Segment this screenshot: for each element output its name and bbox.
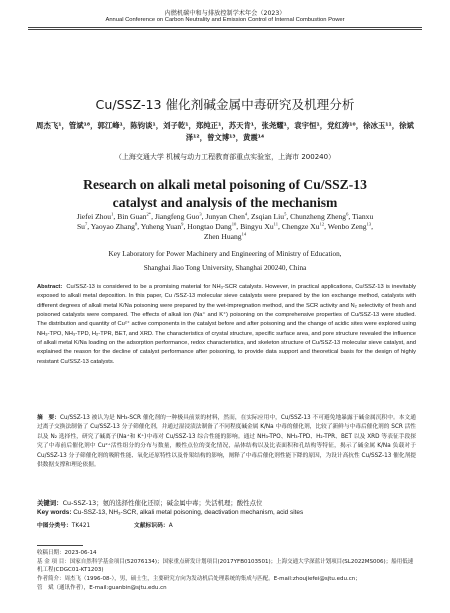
title-english-line2: catalyst and analysis of the mechanism [112, 194, 338, 210]
authors-english [40, 212, 410, 243]
running-header-en: Annual Conference on Carbon Neutrality and Emission Control of Internal Combustion Power [105, 17, 345, 23]
keywords-chinese [37, 498, 416, 507]
authors-chinese: 周杰飞¹，管斌¹⁸，郭江峰¹，陈钧谈¹，刘子乾¹，郑纯正¹，苏天肯¹，张尧耀¹，袁宇恒¹，党红涛¹⁰，徐冰玉¹¹，徐斌泽¹²，曾文博¹³，黄震¹⁴ [36, 121, 414, 142]
classification-line [37, 520, 416, 529]
running-header-cn: 内燃机碳中和与排放控制学术年会（2023） [164, 10, 286, 17]
title-chinese: Cu/SSZ-13 催化剂碱金属中毒研究及机理分析 [95, 97, 355, 112]
abstract-chinese [37, 414, 416, 470]
affiliation-english-line1: Key Laboratory for Power Machinery and Engineering of Ministry of Education, [108, 250, 342, 258]
footnote-rule [37, 545, 83, 546]
footnote-author-bio: 作者简介：周杰飞（1996-08-），男，硕士生，主要研究方向为发动机后处理系统的集成与匹配。E-mail:zhoujiefei@sjtu.edu.cn； [37, 576, 361, 582]
keywords-english-label: Key words: [37, 509, 72, 516]
abstract-english-label: Abstract: [37, 284, 63, 290]
footnote-funding: 基 金 项 目：国家自然科学基金项目(52076134)；国家重点研发计划项目(2017YFB0103501)；上海交通大学深蓝计划项目(SL2022MS006)；船用低速机工程(CDGC01-KT1203) [37, 559, 414, 574]
clc-label: 中图分类号： [37, 523, 72, 529]
authors-english-line1: Jiefei Zhou$^1$, Bin Guan$^{2*}$, Jiangfeng Guo$^3$, Junyan Chen$^4$, Zsqian Liu$^5$, Chunzheng Zheng$^6$, Tianxu [76, 211, 374, 221]
abstract-chinese-text: Cu/SSZ-13 被认为是 NH₃-SCR 催化剂的一种极具前景的材料，然而，在实际应用中，Cu/SSZ-13 不可避免地暴露于碱金属沉积中。本文通过离子交换法制备了 Cu/SSZ-13 分子筛催化剂，并通过湿浸渍法制备了不同程度碱金属 K/Na 中毒的催化剂，比较了新鲜与中毒后催化剂的 SCR 活性以及 N₂ 选择性，研究了碱离子(Na⁺和 K⁺)中毒对 Cu/SSZ-13 综合性能的影响。通过 NH₃-TPO、NH₃-TPD、H₂-TPR、BET 以及 XRD 等表征手段探究了中毒前后催化剂中 Cu²⁺活性组分的分布与数量，酸性点位的变化情况，晶体结构以及比表面积和孔结构等特征，揭示了碱金属 K/Na 负载对于 Cu/SSZ-13 分子筛催化剂的吸附性能、氧化还原特性以及骨架结构的影响，阐释了中毒后催化剂性能下降的原因，为设计高抗性 Cu/SSZ-13 催化剂提供数据支撑和理论依据。 [37, 415, 416, 469]
title-english [20, 176, 430, 211]
doc-code-value: A [168, 523, 173, 529]
header-rule-top [28, 27, 422, 28]
keywords-english [37, 509, 416, 516]
header-rule-bottom [28, 29, 422, 30]
keywords-english-text: Cu-SSZ-13, NH₃-SCR, alkali metal poisoning, deactivation mechanism, acid sites [73, 509, 304, 516]
abstract-english-text: Cu/SSZ-13 is considered to be a promising material for NH₃-SCR catalysts. However, in practical applications, Cu/SSZ-13 is inevitably exposed to alkali metal deposition. In this paper, Cu /SSZ-13 molecular sieve catalysts were prepared by the ion exchange method, catalysts with different degrees of alkali metal K/Na poisoning were prepared by the wet-impregnation method, and the SCR activity and N₂ selectivity of fresh and poisoned catalysts were compared. The effects of alkali ion (Na⁺ and K⁺) poisoning on the comprehensive properties of Cu/SSZ-13 were studied. The distribution and quantity of Cu²⁺ active components in the catalyst before and after poisoning and the change of acidic sites were explored using NH₃-TPO, NH₃-TPD, H₂-TPR, BET, and XRD. The characteristics of crystal structure, specific surface area, and pore structure revealed the influence of alkali metal K/Na loading on the adsorption performance, redox characteristics, and skeleton structure of Cu/SSZ-13 molecular sieve catalyst, and explained the reason for the decline of catalyst performance after poisoning, to provide data support and theoretical basis for the design of highly resistant Cu/SSZ-13 catalysts. [37, 284, 416, 365]
keywords-chinese-label: 关键词： [37, 499, 63, 507]
abstract-chinese-label: 摘 要： [37, 415, 61, 421]
footnote-received: 收稿日期：2023-06-14 [37, 550, 97, 556]
authors-english-line3: Zhen Huang$^{14}$ [203, 231, 247, 242]
affiliation-chinese: （上海交通大学 机械与动力工程教育部重点实验室，上海市 200240） [114, 153, 336, 161]
footnote-corresponding: 管 斌（通讯作者），E-mail:guanbin@sjtu.edu.cn [37, 585, 167, 591]
keywords-chinese-text: Cu-SSZ-13；氨的选择性催化还原；碱金属中毒；失活机理；酸性点位 [62, 499, 263, 507]
clc-value: TK421 [71, 523, 91, 529]
title-english-line1: Research on alkali metal poisoning of Cu/SSZ-13 [83, 177, 367, 192]
affiliation-english-line2: Shanghai Jiao Tong University, Shanghai 200240, China [143, 264, 307, 272]
authors-english-line2: Su$^7$, Yaoyao Zhang$^8$, Yuheng Yuan$^9$, Hongtao Dang$^{10}$, Bingyu Xu$^{11}$, Chengze Xu$^{12}$, Wenbo Zeng$^{13}$, [76, 221, 374, 232]
abstract-english [37, 283, 416, 367]
doc-code-label: 文献标识码： [133, 523, 169, 529]
